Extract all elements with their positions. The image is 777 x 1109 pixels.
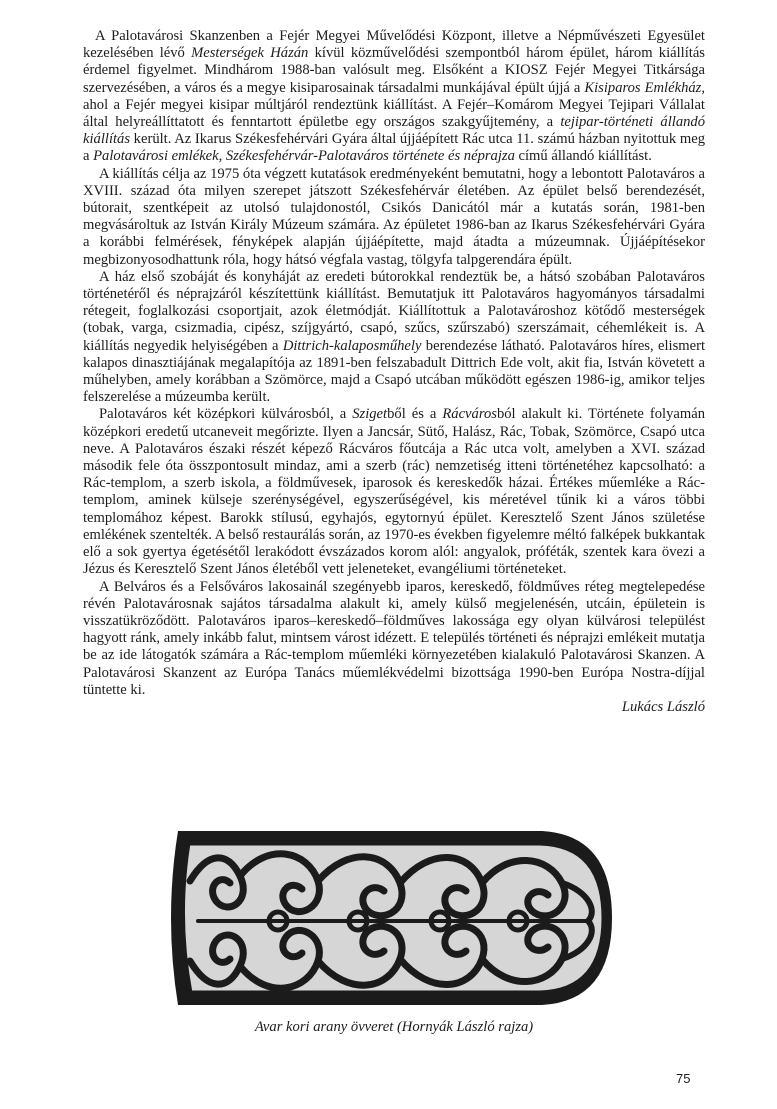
article-paragraph [83, 579, 705, 699]
italic-title-run: Mesterségek Házán [191, 45, 309, 62]
italic-title-run: Palotavárosi emlékek, Székesfehérvár-Palotaváros története és néprajza [93, 148, 515, 165]
article-paragraph [83, 166, 705, 269]
article [83, 28, 705, 716]
text-run: kívül közművelődési szempontból három épület, három kiállítás érdemel figyelmet. Mindhárom 1988-ban valósult meg. Elsőként a KIOSZ Fejér Megyei Titkársága szervezésében, a város és a megye kisiparosainak társadalmi munkájával épült újjá a [83, 45, 705, 96]
text-run: A kiállítás célja az 1975 óta végzett kutatások eredményeként bemutatni, hogy a lebontott Palotaváros a XVIII. század óta milyen szerepet játszott Székesfehérvár életében. Az épület belső berendezését, bútorait, szentképeit az utolsó tulajdonostól, Csikós Danicától már a kutatás során, 1981-ben megvásároltuk az István Király Múzeum számára. Az épületet 1986-ban az Ikarus Székesfehérvári Gyára a korábbi felmérések, fényképek alapján újjáépítette, majd átadta a múzeumnak. Újjáépítésekor megbizonyosodhattunk róla, hogy hátsó végfala vastag, tölgyfa talpgerendára épült. [83, 165, 705, 268]
article-paragraph [83, 406, 705, 578]
text-run: A ház első szobáját és konyháját az eredeti bútorokkal rendeztük be, a hátsó szobában Palotaváros történetéről és néprajzáról készítettünk kiállítást. Bemutatjuk itt Palotaváros hagyományos társadalmi rétegeit, foglalkozási csoportjait, azok életmódját. Kiállítottuk a Palotavároshoz kötődő mesterségek (tobak, varga, csizmadia, cipész, szíjgyártó, csapó, szűcs, szűrszabó) szerszámait, céhemlékeit is. A kiállítás negyedik helyiségében a [83, 268, 705, 354]
article-body [83, 28, 705, 699]
italic-title-run: tejipar-történeti állandó kiállítás [83, 114, 706, 148]
author-signature: Lukács László [621, 698, 705, 715]
text-run: A Belváros és a Felsőváros lakosainál szegényebb iparos, kereskedő, földműves réteg megtelepedése révén Palotavárosnak sajátos társadalma alakult ki, amely külső megjelenésén, utcáin, épületein is visszatükröződött. Palotaváros iparos–kereskedő–földműves lakossága egy olyan külvárosi települést hagyott ránk, amely inkább falut, mintsem várost idézett. E település történeti és néprajzi emlékeit mutatja be az ide látogatók számára a Rác-templom műemléki környezetében kialakuló Palotavárosi Skanzen. A Palotavárosi Skanzent az Európa Tanács műemlékvédelmi bizottsága 1990-ben Európa Nostra-díjjal tüntette ki. [83, 578, 705, 698]
text-run: ból alakult ki. Története folyamán középkori eredetű utcaneveit megőrizte. Ilyen a Jancsár, Sütő, Halász, Rác, Tobak, Szömörce, Csapó utca neve. A Palotaváros északi részét képező Rácváros főutcája a Rác utca volt, amelyben a XVI. század második fele óta összpontosult mindaz, ami a szerb (rác) nemzetiség itteni történetéhez kapcsolható: a Rác-templom, a szerb iskola, a földművesek, iparosok és kereskedők házai. Értékes műemléke a Rác-templom, aminek külseje szerénységével, egyszerűségével, kis méretével tűnik ki a város többi templomához képest. Barokk stílusú, egyhajós, egytornyú épület. Keresztelő Szent János születése emlékének szentelték. A belső restaurálás során, az 1970-es években figyelemre méltó falképek bukkantak elő a sok gyertya égetésétől lerakódott évszázados korom alól: angyalok, próféták, szentek kara övezi a Jézus és Keresztelő Szent János életéből vett jeleneteket, evangéliumi történeteket. [83, 406, 705, 578]
text-run: ahol a Fejér megyei kisipar múltjáról rendeztünk kiállítást. A Fejér–Komárom Megyei Tejipari Vállalat által helyreállíttatott és fenntartott épületbe egy országos szakgyűjtemény, a [83, 96, 705, 131]
text-run: került. Az Ikarus Székesfehérvári Gyára által újjáépített Rác utca 11. számú házban nyitottuk meg a [83, 131, 705, 165]
page-number: 75 [676, 1071, 691, 1086]
avar-belt-mount-illustration [168, 821, 612, 1015]
text-run: Palotaváros két középkori külvárosból, a [99, 406, 353, 423]
text-run: A Palotavárosi Skanzenben a Fejér Megyei Művelődési Központ, illetve a Népművészeti Egyesület kezelésében lévő [83, 28, 705, 62]
italic-title-run: Dittrich-kalaposműhely [282, 337, 422, 354]
text-run: ből és a [387, 406, 443, 423]
text-run: berendezése látható. Palotaváros híres, elismert kalapos dinasztiájának megalapítója az 1891-ben felszabadult Dittrich Ede volt, akit fia, István követett a műhelyben, amely korábban a Szömörce, majd a Csapó utcában működött egészen 1986-ig, amikor teljes felszerelése a múzeumba került. [83, 337, 706, 406]
article-paragraph [83, 28, 705, 166]
italic-title-run: Kisiparos Emlékház, [584, 79, 705, 96]
article-paragraph [83, 269, 705, 407]
italic-title-run: Sziget [352, 406, 388, 423]
italic-title-run: Rácváros [442, 406, 497, 423]
text-run: című állandó kiállítást. [514, 148, 652, 165]
figure-caption: Avar kori arany övveret (Hornyák László rajza) [254, 1019, 534, 1035]
